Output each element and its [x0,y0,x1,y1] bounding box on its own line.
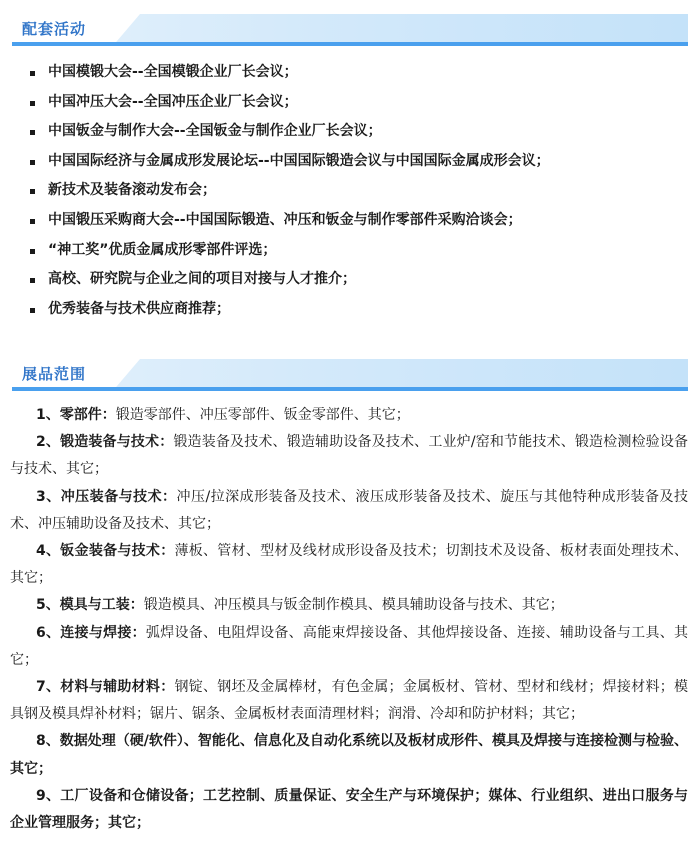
section-title: 配套活动 [22,20,87,38]
scope-item-label: 3、冲压装备与技术： [36,488,177,505]
scope-item-content: 、智能化、信息化及自动化系统以及板材成形件、模具及焊接与连接检测与检验、其它； [10,733,688,777]
list-item-text: 中国国际经济与金属成形发展论坛--中国国际锻造会议与中国国际金属成形会议； [48,152,550,169]
list-item [26,176,686,206]
scope-item [10,538,688,592]
scope-item-content: 薄板、管材、型材及线材成形设备及技术；切割技术及设备、板材表面处理技术、其它； [10,543,688,587]
exhibit-scope [10,402,688,837]
section-title: 展品范围 [22,365,87,383]
scope-item-label: 7、材料与辅助材料： [36,679,175,696]
scope-item-content: 锻造装备及技术、锻造辅助设备及技术、工业炉/窑和节能技术、锻造检测检验设备与技术、其它； [10,434,688,478]
bullet-icon [30,160,35,165]
list-item [26,236,686,266]
scope-item-label: 6、连接与焊接： [36,624,146,641]
scope-item [10,728,688,782]
list-item [26,88,686,118]
activities-list [26,58,686,324]
scope-item [10,429,688,483]
scope-item [10,592,688,619]
list-item [26,147,686,177]
list-item [26,265,686,295]
scope-item [10,783,688,837]
list-item-text: 中国锻压采购商大会--中国国际锻造、冲压和钣金与制作零部件采购洽谈会； [48,211,522,228]
scope-item-label: 4、钣金装备与技术： [36,543,175,560]
bullet-icon [30,71,35,76]
scope-item-content: 冲压/拉深成形装备及技术、液压成形装备及技术、旋压与其他特种成形装备及技术、冲压辅助设备及技术、其它； [10,488,688,532]
scope-item [10,402,688,429]
bullet-icon [30,189,35,194]
list-item [26,295,686,325]
bullet-icon [30,101,35,106]
scope-item-content: 锻造模具、冲压模具与钣金制作模具、模具辅助设备与技术、其它； [143,597,564,614]
scope-item-label: 2、锻造装备与技术： [36,434,174,451]
scope-item [10,620,688,674]
list-item-text: 优秀装备与技术供应商推荐； [48,300,230,317]
bullet-icon [30,130,35,135]
bullet-icon [30,278,35,283]
list-item-text: 中国冲压大会--全国冲压企业厂长会议； [48,93,298,110]
scope-item-label: 5、模具与工装： [36,597,144,614]
list-item-text: “神工奖”优质金属成形零部件评选； [48,241,277,258]
list-item-text: 中国钣金与制作大会--全国钣金与制作企业厂长会议； [48,123,382,140]
scope-item-label: 8、数据处理（硬/软件） [36,733,184,750]
header-rule [12,42,688,46]
bullet-icon [30,308,35,313]
list-item-text: 高校、研究院与企业之间的项目对接与人才推介； [48,271,356,288]
list-item-text: 新技术及装备滚动发布会； [48,182,216,199]
scope-item [10,484,688,538]
scope-item-content: 工艺控制、质量保证、安全生产与环境保护；媒体、行业组织、进出口服务与企业管理服务；其它； [10,787,689,832]
scope-item-label: 1、零部件： [36,407,116,423]
list-item [26,58,686,88]
header-rule [12,387,688,391]
scope-item-content: 弧焊设备、电阻焊设备、高能束焊接设备、其他焊接设备、连接、辅助设备与工具、其它； [10,624,688,668]
scope-item-content: 锻造零部件、冲压零部件、钣金零部件、其它； [115,407,410,423]
section-header-activities [12,14,688,44]
scope-item [10,674,688,728]
list-item-text: 中国模锻大会--全国模锻企业厂长会议； [48,64,298,80]
scope-item-content: 钢锭、钢坯及金属棒材，有色金属；金属板材、管材、型材和线材；焊接材料；模具钢及模具焊补材料；锯片、锯条、金属板材表面清理材料；润滑、冷却和防护材料；其它； [10,679,688,723]
bullet-icon [30,219,35,224]
list-item [26,117,686,147]
list-item [26,206,686,236]
scope-item-label: 9、工厂设备和仓储设备； [36,787,203,804]
section-header-scope [12,359,688,389]
bullet-icon [30,249,35,254]
